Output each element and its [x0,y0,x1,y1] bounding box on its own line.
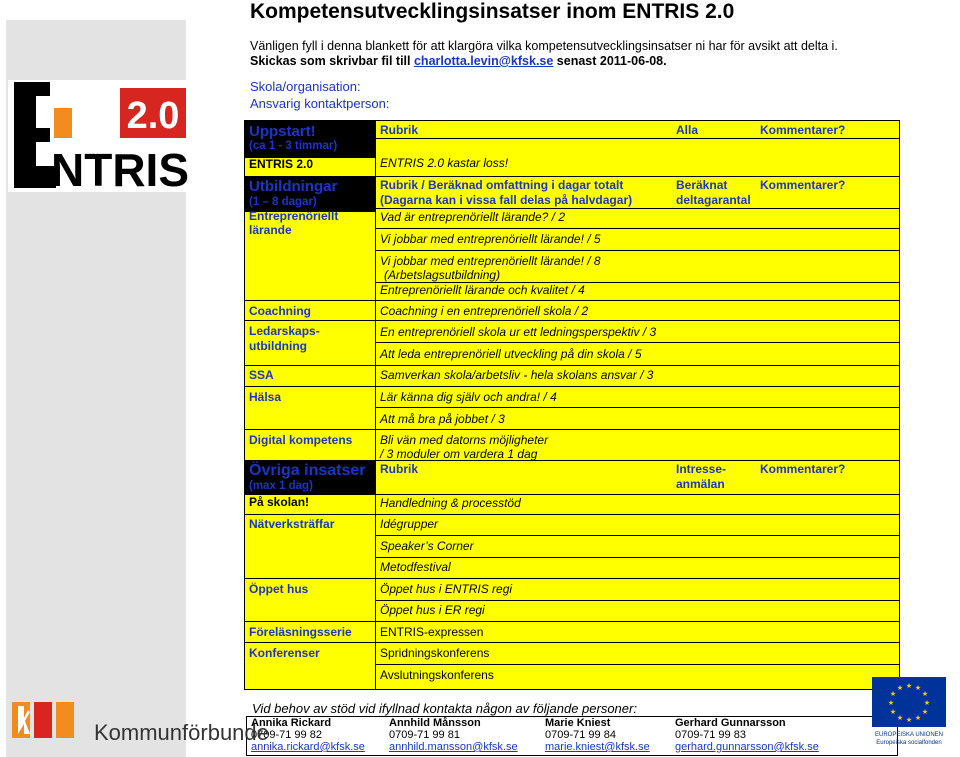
row-line [244,429,900,430]
ovriga-col-intresse-2: anmälan [676,477,725,491]
row-line [244,460,900,461]
row-line [244,514,900,515]
contact-gerhard [675,717,819,753]
eu-union-text: EUROPEISKA UNIONEN [874,732,944,738]
row-line [375,342,900,343]
activity-k1[interactable]: Spridningskonferens [380,646,490,660]
contact-name: Annika Rickard [251,717,332,729]
svg-text:★: ★ [923,699,931,707]
row-line [375,228,900,229]
svg-text:★: ★ [896,684,904,692]
activity-o1[interactable]: Öppet hus i ENTRIS regi [380,582,513,596]
kommunforbundet-text: Kommunförbunde [94,720,269,745]
course-e4[interactable]: Entreprenöriellt lärande och kvalitet / 4 [380,283,585,297]
svg-text:★: ★ [889,690,897,698]
row-line [244,578,900,579]
eu-logo [868,677,950,747]
logo-wordmark: NTRIS [51,144,189,196]
row-line [244,621,900,622]
section-digital: Digital kompetens [249,433,353,447]
row-line [375,557,900,558]
course-e3-note: (Arbetslagsutbildning) [384,268,501,282]
course-h2[interactable]: Att må bra på jobbet / 3 [380,412,505,426]
svg-text:★: ★ [896,714,904,722]
row-line [375,600,900,601]
section-konferenser: Konferenser [249,646,320,660]
row-line [375,208,900,209]
ovriga-col-intresse: Intresse- [676,462,727,476]
contact-phone: 0709-71 99 82 [251,729,322,741]
column-divider [375,120,376,690]
section-ledarskap-2: utbildning [249,339,307,353]
logo-version: 2.0 [126,95,180,137]
contacts-table [246,716,898,756]
section-pa-skolan: På skolan! [249,495,310,509]
row-line [375,250,900,251]
contact-person-label: Ansvarig kontaktperson: [250,96,390,111]
svg-text:★: ★ [905,716,913,724]
utbildningar-col-count: Beräknat [676,178,728,192]
row-line [375,664,900,665]
submit-email-link[interactable]: charlotta.levin@kfsk.se [413,54,554,68]
section-natverk: Nätverksträffar [249,517,335,531]
utbildningar-col-rubrik-note: (Dagarna kan i vissa fall delas på halvdagar) [380,193,633,207]
activity-n2[interactable]: Speaker’s Corner [380,539,474,553]
section-forelasning: Föreläsningsserie [249,625,352,639]
course-l1[interactable]: En entreprenöriell skola ur ett ledningsperspektiv / 3 [380,325,657,339]
course-c1[interactable]: Coachning i en entreprenöriell skola / 2 [380,304,589,318]
instructions-deadline: senast 2011-06-08. [553,54,667,68]
course-h1[interactable]: Lär känna dig själv och andra! / 4 [380,390,557,404]
instructions-line-1: Vänligen fyll i denna blankett för att klargöra vilka kompetensutvecklingsinsatser ni har för avsikt att delta i. [250,39,838,53]
contact-email[interactable]: gerhard.gunnarsson@kfsk.se [675,741,819,753]
utbildningar-col-rubrik: Rubrik / Beräknad omfattning i dagar totalt [380,178,624,192]
activity-k2[interactable]: Avslutningskonferens [380,668,494,682]
svg-text:★: ★ [905,682,913,690]
svg-text:★: ★ [889,708,897,716]
instructions [250,39,838,69]
organisation-label: Skola/organisation: [250,79,361,94]
contact-annhild [389,717,518,753]
svg-text:★: ★ [914,684,922,692]
section-entreprenoriellt-2: lärande [249,223,292,237]
section-entreprenoriellt: Entreprenöriellt [249,209,339,223]
ovriga-col-rubrik: Rubrik [380,462,419,476]
uppstart-col-alla: Alla [676,123,699,137]
row-line [244,494,900,495]
contact-marie [545,717,650,753]
instructions-line-2 [250,54,838,69]
contact-phone: 0709-71 99 84 [545,729,616,741]
course-e3[interactable]: Vi jobbar med entreprenöriellt lärande! / 8 [380,254,601,268]
course-e1[interactable]: Vad är entreprenöriellt lärande? / 2 [380,210,566,224]
entris-logo [8,80,190,196]
row-line [375,535,900,536]
page-title: Kompetensutvecklingsinsatser inom ENTRIS 2.0 [250,0,735,23]
course-e2[interactable]: Vi jobbar med entreprenöriellt lärande! / 5 [380,232,601,246]
contact-name: Annhild Månsson [389,717,481,729]
contact-name: Gerhard Gunnarsson [675,717,786,729]
contact-email[interactable]: annika.rickard@kfsk.se [251,741,365,753]
uppstart-title: Uppstart! [249,123,316,140]
course-s1[interactable]: Samverkan skola/arbetsliv - hela skolans ansvar / 3 [380,368,654,382]
contact-email[interactable]: marie.kniest@kfsk.se [545,741,650,753]
contact-phone: 0709-71 99 81 [389,729,460,741]
utbildningar-title: Utbildningar [249,178,338,195]
svg-text:★: ★ [921,708,929,716]
svg-text:★: ★ [921,690,929,698]
contact-name: Marie Kniest [545,717,611,729]
utbildningar-col-kommentar: Kommentarer? [760,178,846,192]
ovriga-title: Övriga insatser [249,462,366,479]
section-ledarskap: Ledarskaps- [249,324,320,338]
uppstart-item-label: ENTRIS 2.0 [249,157,314,171]
contact-phone: 0709-71 99 83 [675,729,746,741]
row-line [375,407,900,408]
ovriga-duration: (max 1 dag) [249,480,313,492]
row-line [244,300,900,301]
svg-text:★: ★ [914,714,922,722]
uppstart-item: ENTRIS 2.0 kastar loss! [380,156,509,170]
uppstart-col-rubrik: Rubrik [380,123,419,137]
course-d1[interactable]: Bli vän med datorns möjligheter [380,433,549,447]
section-halsa: Hälsa [249,390,282,404]
section-coachning: Coachning [249,304,311,318]
activity-n3[interactable]: Metodfestival [380,560,451,574]
row-line [375,138,900,139]
form-table [244,120,900,690]
svg-text:★: ★ [887,699,895,707]
eu-fund-text: Europeiska socialfonden [876,740,942,746]
row-line [244,320,900,321]
activity-o2[interactable]: Öppet hus i ER regi [380,603,485,617]
activity-n1[interactable]: Idégrupper [380,517,439,531]
activity-f1[interactable]: ENTRIS-expressen [380,625,484,639]
uppstart-col-kommentar: Kommentarer? [760,123,846,137]
row-line [244,365,900,366]
row-line [244,176,900,177]
row-line [244,386,900,387]
course-l2[interactable]: Att leda entreprenöriell utveckling på din skola / 5 [380,347,642,361]
row-line [244,642,900,643]
contact-email[interactable]: annhild.mansson@kfsk.se [389,741,518,753]
kommunforbundet-logo [10,696,269,746]
contacts-intro: Vid behov av stöd vid ifyllnad kontakta någon av följande personer: [252,701,637,716]
uppstart-duration: (ca 1 - 3 timmar) [249,140,338,152]
instructions-send-prefix: Skickas som skrivbar fil till [250,54,414,68]
ovriga-col-kommentar: Kommentarer? [760,462,846,476]
section-oppet-hus: Öppet hus [249,582,309,596]
activity-p1[interactable]: Handledning & processtöd [380,496,521,510]
utbildningar-col-count-2: deltagarantal [676,193,751,207]
utbildningar-duration: (1 – 8 dagar) [249,196,317,208]
section-ssa: SSA [249,368,274,382]
course-d1-note: / 3 moduler om vardera 1 dag [380,447,538,461]
